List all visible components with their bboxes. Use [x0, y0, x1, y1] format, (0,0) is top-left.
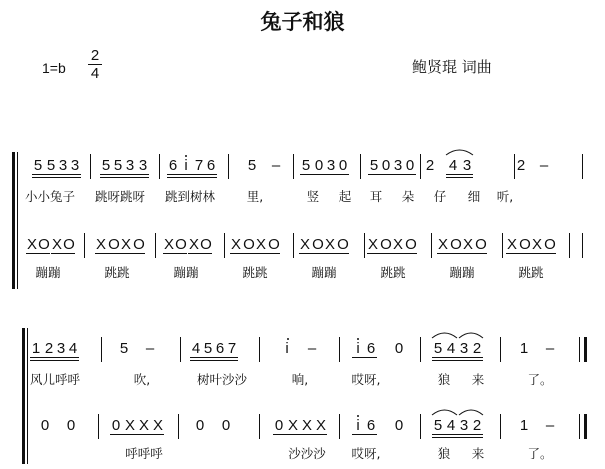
- note: X: [462, 236, 474, 253]
- note: –: [545, 340, 555, 357]
- note: 5: [33, 157, 43, 174]
- lyric: 来: [471, 446, 485, 461]
- lyric: 了。: [527, 372, 553, 387]
- note: X: [188, 236, 200, 253]
- note: X: [95, 236, 107, 253]
- lyric: 蹦蹦: [311, 265, 337, 280]
- note: X: [324, 236, 336, 253]
- time-signature-top: 2: [88, 47, 102, 65]
- note: O: [63, 236, 75, 253]
- note: O: [312, 236, 324, 253]
- slur-arc: [432, 410, 457, 415]
- note: X: [124, 417, 136, 434]
- slur-arc: [459, 410, 483, 415]
- note: i: [184, 157, 188, 174]
- note: 3: [459, 417, 469, 434]
- lyric: 里,: [246, 189, 264, 204]
- note: 5: [433, 340, 443, 357]
- lyric: 沙沙沙: [288, 446, 326, 461]
- note: 6: [206, 157, 216, 174]
- note: O: [243, 236, 255, 253]
- note: 5: [433, 417, 443, 434]
- lyric: 跳跳: [242, 265, 268, 280]
- note: 7: [227, 340, 237, 357]
- note: 3: [125, 157, 135, 174]
- note: 5: [301, 157, 311, 174]
- slur-arc: [459, 333, 483, 338]
- note: 0: [274, 417, 284, 434]
- note: 4: [191, 340, 201, 357]
- note: X: [301, 417, 313, 434]
- note: 4: [448, 157, 458, 174]
- note: 2: [516, 157, 526, 174]
- note: i: [285, 340, 289, 357]
- note: –: [307, 340, 317, 357]
- lyric: 听,: [496, 189, 514, 204]
- lyric: 蹦蹦: [173, 265, 199, 280]
- note: O: [380, 236, 392, 253]
- note: O: [175, 236, 187, 253]
- note: X: [299, 236, 311, 253]
- note: O: [544, 236, 556, 253]
- note: 0: [394, 340, 404, 357]
- note: 5: [203, 340, 213, 357]
- note: 4: [446, 417, 456, 434]
- note: 5: [46, 157, 56, 174]
- note: 3: [56, 340, 66, 357]
- lyric: 风儿呼呼: [29, 372, 81, 387]
- note: X: [138, 417, 150, 434]
- lyric: 呼呼呼: [125, 446, 163, 461]
- note: O: [337, 236, 349, 253]
- lyric: 树叶沙沙: [196, 372, 248, 387]
- note: O: [38, 236, 50, 253]
- lyric: 耳: [369, 189, 383, 204]
- note: X: [367, 236, 379, 253]
- lyric: 狼: [437, 372, 451, 387]
- lyric: 跳跳: [380, 265, 406, 280]
- note: 6: [366, 417, 376, 434]
- lyric: 吹,: [133, 372, 151, 387]
- note: 2: [472, 417, 482, 434]
- note: 5: [113, 157, 123, 174]
- note: 2: [425, 157, 435, 174]
- note: O: [200, 236, 212, 253]
- note: 0: [195, 417, 205, 434]
- time-signature-bottom: 4: [90, 65, 100, 82]
- note: –: [271, 157, 281, 174]
- note: X: [120, 236, 132, 253]
- lyric: 了。: [527, 446, 553, 461]
- note: X: [26, 236, 38, 253]
- note: X: [392, 236, 404, 253]
- note: X: [437, 236, 449, 253]
- note: X: [230, 236, 242, 253]
- note: 5: [119, 340, 129, 357]
- note: O: [475, 236, 487, 253]
- note: 3: [138, 157, 148, 174]
- slur-arc: [446, 150, 473, 155]
- note: 0: [221, 417, 231, 434]
- note: 1: [519, 417, 529, 434]
- note: X: [51, 236, 63, 253]
- note: 6: [366, 340, 376, 357]
- lyric: 响,: [291, 372, 309, 387]
- lyric: 起: [338, 189, 352, 204]
- note: O: [108, 236, 120, 253]
- note: X: [255, 236, 267, 253]
- note: 3: [393, 157, 403, 174]
- note: 0: [405, 157, 415, 174]
- note: 0: [66, 417, 76, 434]
- note: O: [450, 236, 462, 253]
- note: –: [145, 340, 155, 357]
- lyric: 细: [467, 189, 481, 204]
- note: 0: [381, 157, 391, 174]
- note: 3: [326, 157, 336, 174]
- note: 3: [459, 340, 469, 357]
- note: 0: [338, 157, 348, 174]
- note: X: [315, 417, 327, 434]
- note: 4: [68, 340, 78, 357]
- note: 3: [58, 157, 68, 174]
- note: O: [133, 236, 145, 253]
- lyric: 哎呀,: [351, 372, 381, 387]
- lyric: 竖: [306, 189, 320, 204]
- key-signature: 1=b: [42, 60, 66, 76]
- lyric: 小小兔子: [24, 189, 76, 204]
- note: 3: [70, 157, 80, 174]
- credits: 鲍贤琨 词曲: [412, 58, 492, 76]
- lyric: 来: [471, 372, 485, 387]
- lyric: 狼: [437, 446, 451, 461]
- note: 5: [101, 157, 111, 174]
- slur-arc: [432, 333, 457, 338]
- note: 2: [44, 340, 54, 357]
- note: 2: [472, 340, 482, 357]
- note: 1: [31, 340, 41, 357]
- lyric: 蹦蹦: [449, 265, 475, 280]
- lyric: 朵: [401, 189, 415, 204]
- lyric: 哎呀,: [351, 446, 381, 461]
- note: 1: [519, 340, 529, 357]
- note: 6: [215, 340, 225, 357]
- note: 7: [194, 157, 204, 174]
- note: 0: [40, 417, 50, 434]
- lyric: 跳跳: [518, 265, 544, 280]
- lyric: 仔: [433, 189, 447, 204]
- note: O: [405, 236, 417, 253]
- lyric: 蹦蹦: [35, 265, 61, 280]
- note: 3: [462, 157, 472, 174]
- note: X: [152, 417, 164, 434]
- lyric: 跳跳: [104, 265, 130, 280]
- note: X: [163, 236, 175, 253]
- lyric: 跳呀跳呀: [94, 189, 146, 204]
- note: O: [519, 236, 531, 253]
- note: 0: [111, 417, 121, 434]
- note: 6: [168, 157, 178, 174]
- note: i: [356, 340, 360, 357]
- note: X: [287, 417, 299, 434]
- note: 0: [314, 157, 324, 174]
- note: X: [506, 236, 518, 253]
- note: 5: [369, 157, 379, 174]
- note: –: [545, 417, 555, 434]
- note: 5: [247, 157, 257, 174]
- lyric: 跳到树林: [164, 189, 216, 204]
- note: 0: [394, 417, 404, 434]
- note: 4: [446, 340, 456, 357]
- note: i: [356, 417, 360, 434]
- note: X: [531, 236, 543, 253]
- note: O: [268, 236, 280, 253]
- page-title: 兔子和狼: [260, 10, 345, 34]
- note: –: [539, 157, 549, 174]
